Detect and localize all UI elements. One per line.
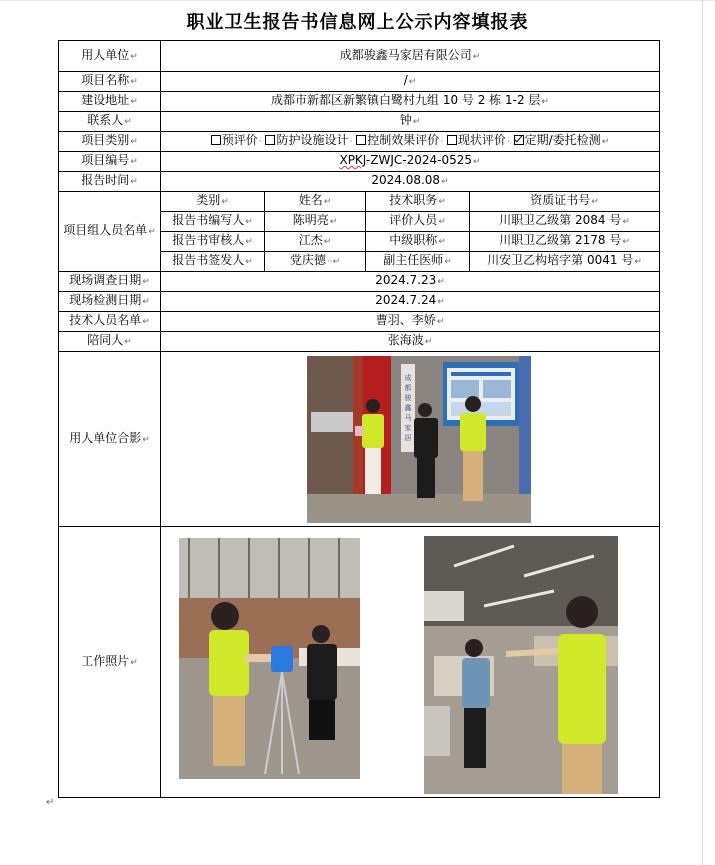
svg-text:都: 都 xyxy=(404,384,412,392)
team-header-cert: 资质证书号↵ xyxy=(470,192,660,212)
option-protection-design[interactable]: 防护设施设计 xyxy=(265,133,348,147)
team-header-title: 技术职务↵ xyxy=(366,192,470,212)
checked-checkbox-icon[interactable] xyxy=(514,135,524,145)
technicians-label: 技术人员名单↵ xyxy=(59,312,161,332)
member-cert[interactable]: 川职卫乙级第 2178 号↵ xyxy=(470,232,660,252)
svg-text:骏: 骏 xyxy=(404,394,412,402)
group-photo xyxy=(307,356,531,523)
project-no-label: 项目编号↵ xyxy=(59,152,161,172)
option-pre-evaluation[interactable]: 预评价 xyxy=(211,133,258,147)
page-title: 职业卫生报告书信息网上公示内容填报表 xyxy=(186,12,529,33)
option-periodic-testing[interactable]: 定期/委托检测 xyxy=(514,133,601,147)
info-form-table xyxy=(58,40,660,798)
contact-label: 联系人↵ xyxy=(59,112,161,132)
member-name[interactable]: 陈明亮↵ xyxy=(265,212,366,232)
member-title[interactable]: 副主任医师↵ xyxy=(366,252,470,272)
report-time-value[interactable]: 2024.08.08↵ xyxy=(161,172,660,192)
group-photo-label: 用人单位合影↵ xyxy=(59,352,161,527)
project-type-label: 项目类别↵ xyxy=(59,132,161,152)
paragraph-mark-icon: ↵ xyxy=(46,797,55,808)
project-name-value[interactable]: /↵ xyxy=(161,72,660,92)
svg-text:鑫: 鑫 xyxy=(404,404,412,412)
employer-label: 用人单位↵ xyxy=(59,41,161,72)
survey-date-label: 现场调查日期↵ xyxy=(59,272,161,292)
escort-label: 陪同人↵ xyxy=(59,332,161,352)
member-name[interactable]: 江杰↵ xyxy=(265,232,366,252)
test-date-label: 现场检测日期↵ xyxy=(59,292,161,312)
project-name-label: 项目名称↵ xyxy=(59,72,161,92)
svg-text:家: 家 xyxy=(404,424,412,432)
member-title[interactable]: 中级职称↵ xyxy=(366,232,470,252)
team-label: 项目组人员名单↵ xyxy=(59,192,161,272)
member-cert[interactable]: 川安卫乙构培字第 0041 号↵ xyxy=(470,252,660,272)
employer-value[interactable]: 成都骏鑫马家居有限公司↵ xyxy=(161,41,660,72)
member-role[interactable]: 报告书审核人↵ xyxy=(161,232,265,252)
project-no-value[interactable]: XPKJ-ZWJC-2024-0525↵ xyxy=(161,152,660,172)
member-role[interactable]: 报告书签发人↵ xyxy=(161,252,265,272)
option-status-evaluation[interactable]: 现状评价 xyxy=(447,133,506,147)
member-cert[interactable]: 川职卫乙级第 2084 号↵ xyxy=(470,212,660,232)
work-photos-cell xyxy=(161,527,660,798)
test-date-value[interactable]: 2024.7.24↵ xyxy=(161,292,660,312)
contact-value[interactable]: 钟↵ xyxy=(161,112,660,132)
address-label: 建设地址↵ xyxy=(59,92,161,112)
report-time-label: 报告时间↵ xyxy=(59,172,161,192)
group-photo-cell xyxy=(161,352,660,527)
svg-text:居: 居 xyxy=(404,434,412,442)
worker-machine xyxy=(462,639,490,768)
member-role[interactable]: 报告书编写人↵ xyxy=(161,212,265,232)
technicians-value[interactable]: 曹羽、李娇↵ xyxy=(161,312,660,332)
survey-date-value[interactable]: 2024.7.23↵ xyxy=(161,272,660,292)
team-header-role: 类别↵ xyxy=(161,192,265,212)
checkbox-icon[interactable] xyxy=(447,135,457,145)
work-photo-right xyxy=(424,536,618,794)
escort-value[interactable]: 张海波↵ xyxy=(161,332,660,352)
work-photos-label: 工作照片↵ xyxy=(59,527,161,798)
svg-text:成: 成 xyxy=(404,374,412,382)
checkbox-icon[interactable] xyxy=(356,135,366,145)
work-photo-left xyxy=(179,538,360,779)
member-name[interactable]: 党庆德··↵ xyxy=(265,252,366,272)
checkbox-icon[interactable] xyxy=(211,135,221,145)
svg-text:马: 马 xyxy=(404,414,412,422)
project-type-options: 预评价· 防护设施设计· 控制效果评价· 现状评价· 定期/委托检测↵ xyxy=(161,132,660,152)
checkbox-icon[interactable] xyxy=(265,135,275,145)
option-control-effect[interactable]: 控制效果评价 xyxy=(356,133,439,147)
team-header-name: 姓名↵ xyxy=(265,192,366,212)
member-title[interactable]: 评价人员↵ xyxy=(366,212,470,232)
address-value[interactable]: 成都市新都区新繁镇白鹭村九组 10 号 2 栋 1-2 层↵ xyxy=(161,92,660,112)
